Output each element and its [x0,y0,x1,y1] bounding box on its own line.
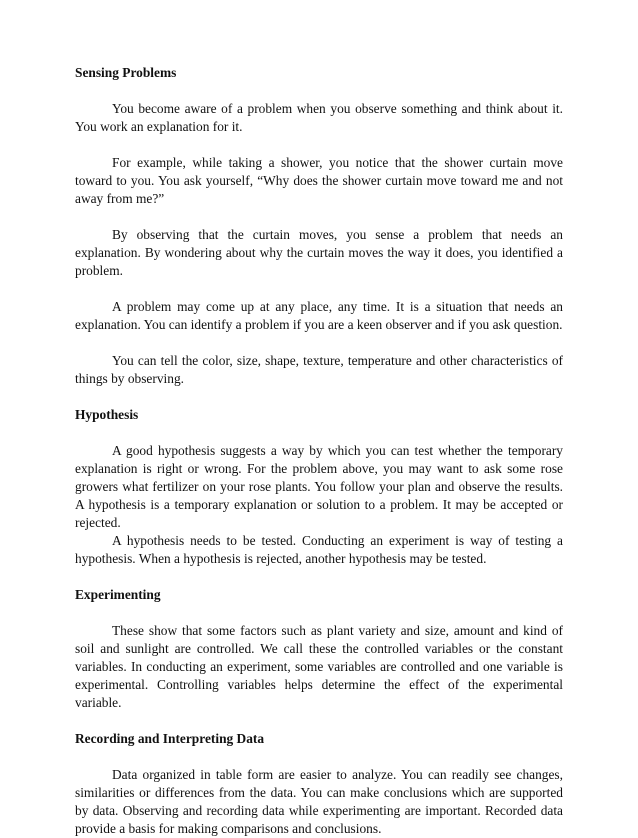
section-heading: Experimenting [75,587,161,602]
paragraph: A hypothesis needs to be tested. Conducting an experiment is way of testing a hypothesis. When a hypothesis is rejected, another hypothesis may be tested. [75,533,563,566]
section-sensing-problems [75,64,563,388]
paragraph: You can tell the color, size, shape, texture, temperature and other characteristics of things by observing. [75,353,563,386]
paragraph: You become aware of a problem when you observe something and think about it. You work an explanation for it. [75,101,563,134]
paragraph: Data organized in table form are easier to analyze. You can readily see changes, similarities or differences from the data. You can make conclusions which are supported by data. Observing and recording data while experimenting are important. Recorded data provide a basis for making comparisons and conclusions. [75,767,563,836]
paragraph: These show that some factors such as plant variety and size, amount and kind of soil and sunlight are controlled. We call these the controlled variables or the constant variables. In conducting an experiment, some variables are controlled and one variable is experimental. Controlling variables helps determine the effect of the experimental variable. [75,623,563,710]
section-recording-data [75,730,563,838]
paragraph: For example, while taking a shower, you notice that the shower curtain move toward to you. You ask yourself, “Why does the shower curtain move toward me and not away from me?” [75,155,563,206]
section-experimenting [75,586,563,712]
section-heading: Hypothesis [75,407,139,422]
paragraph: By observing that the curtain moves, you sense a problem that needs an explanation. By wondering about why the curtain moves the way it does, you identified a problem. [75,227,563,278]
paragraph: A good hypothesis suggests a way by which you can test whether the temporary explanation is right or wrong. For the problem above, you may want to ask some rose growers what fertilizer on your rose plants. You follow your plan and observe the results. A hypothesis is a temporary explanation or solution to a problem. It may be accepted or rejected. [75,443,563,530]
document-page [75,64,563,838]
paragraph: A problem may come up at any place, any time. It is a situation that needs an explanation. You can identify a problem if you are a keen observer and if you ask question. [75,299,563,332]
section-hypothesis [75,406,563,568]
section-heading: Sensing Problems [75,65,177,80]
section-heading: Recording and Interpreting Data [75,731,265,746]
